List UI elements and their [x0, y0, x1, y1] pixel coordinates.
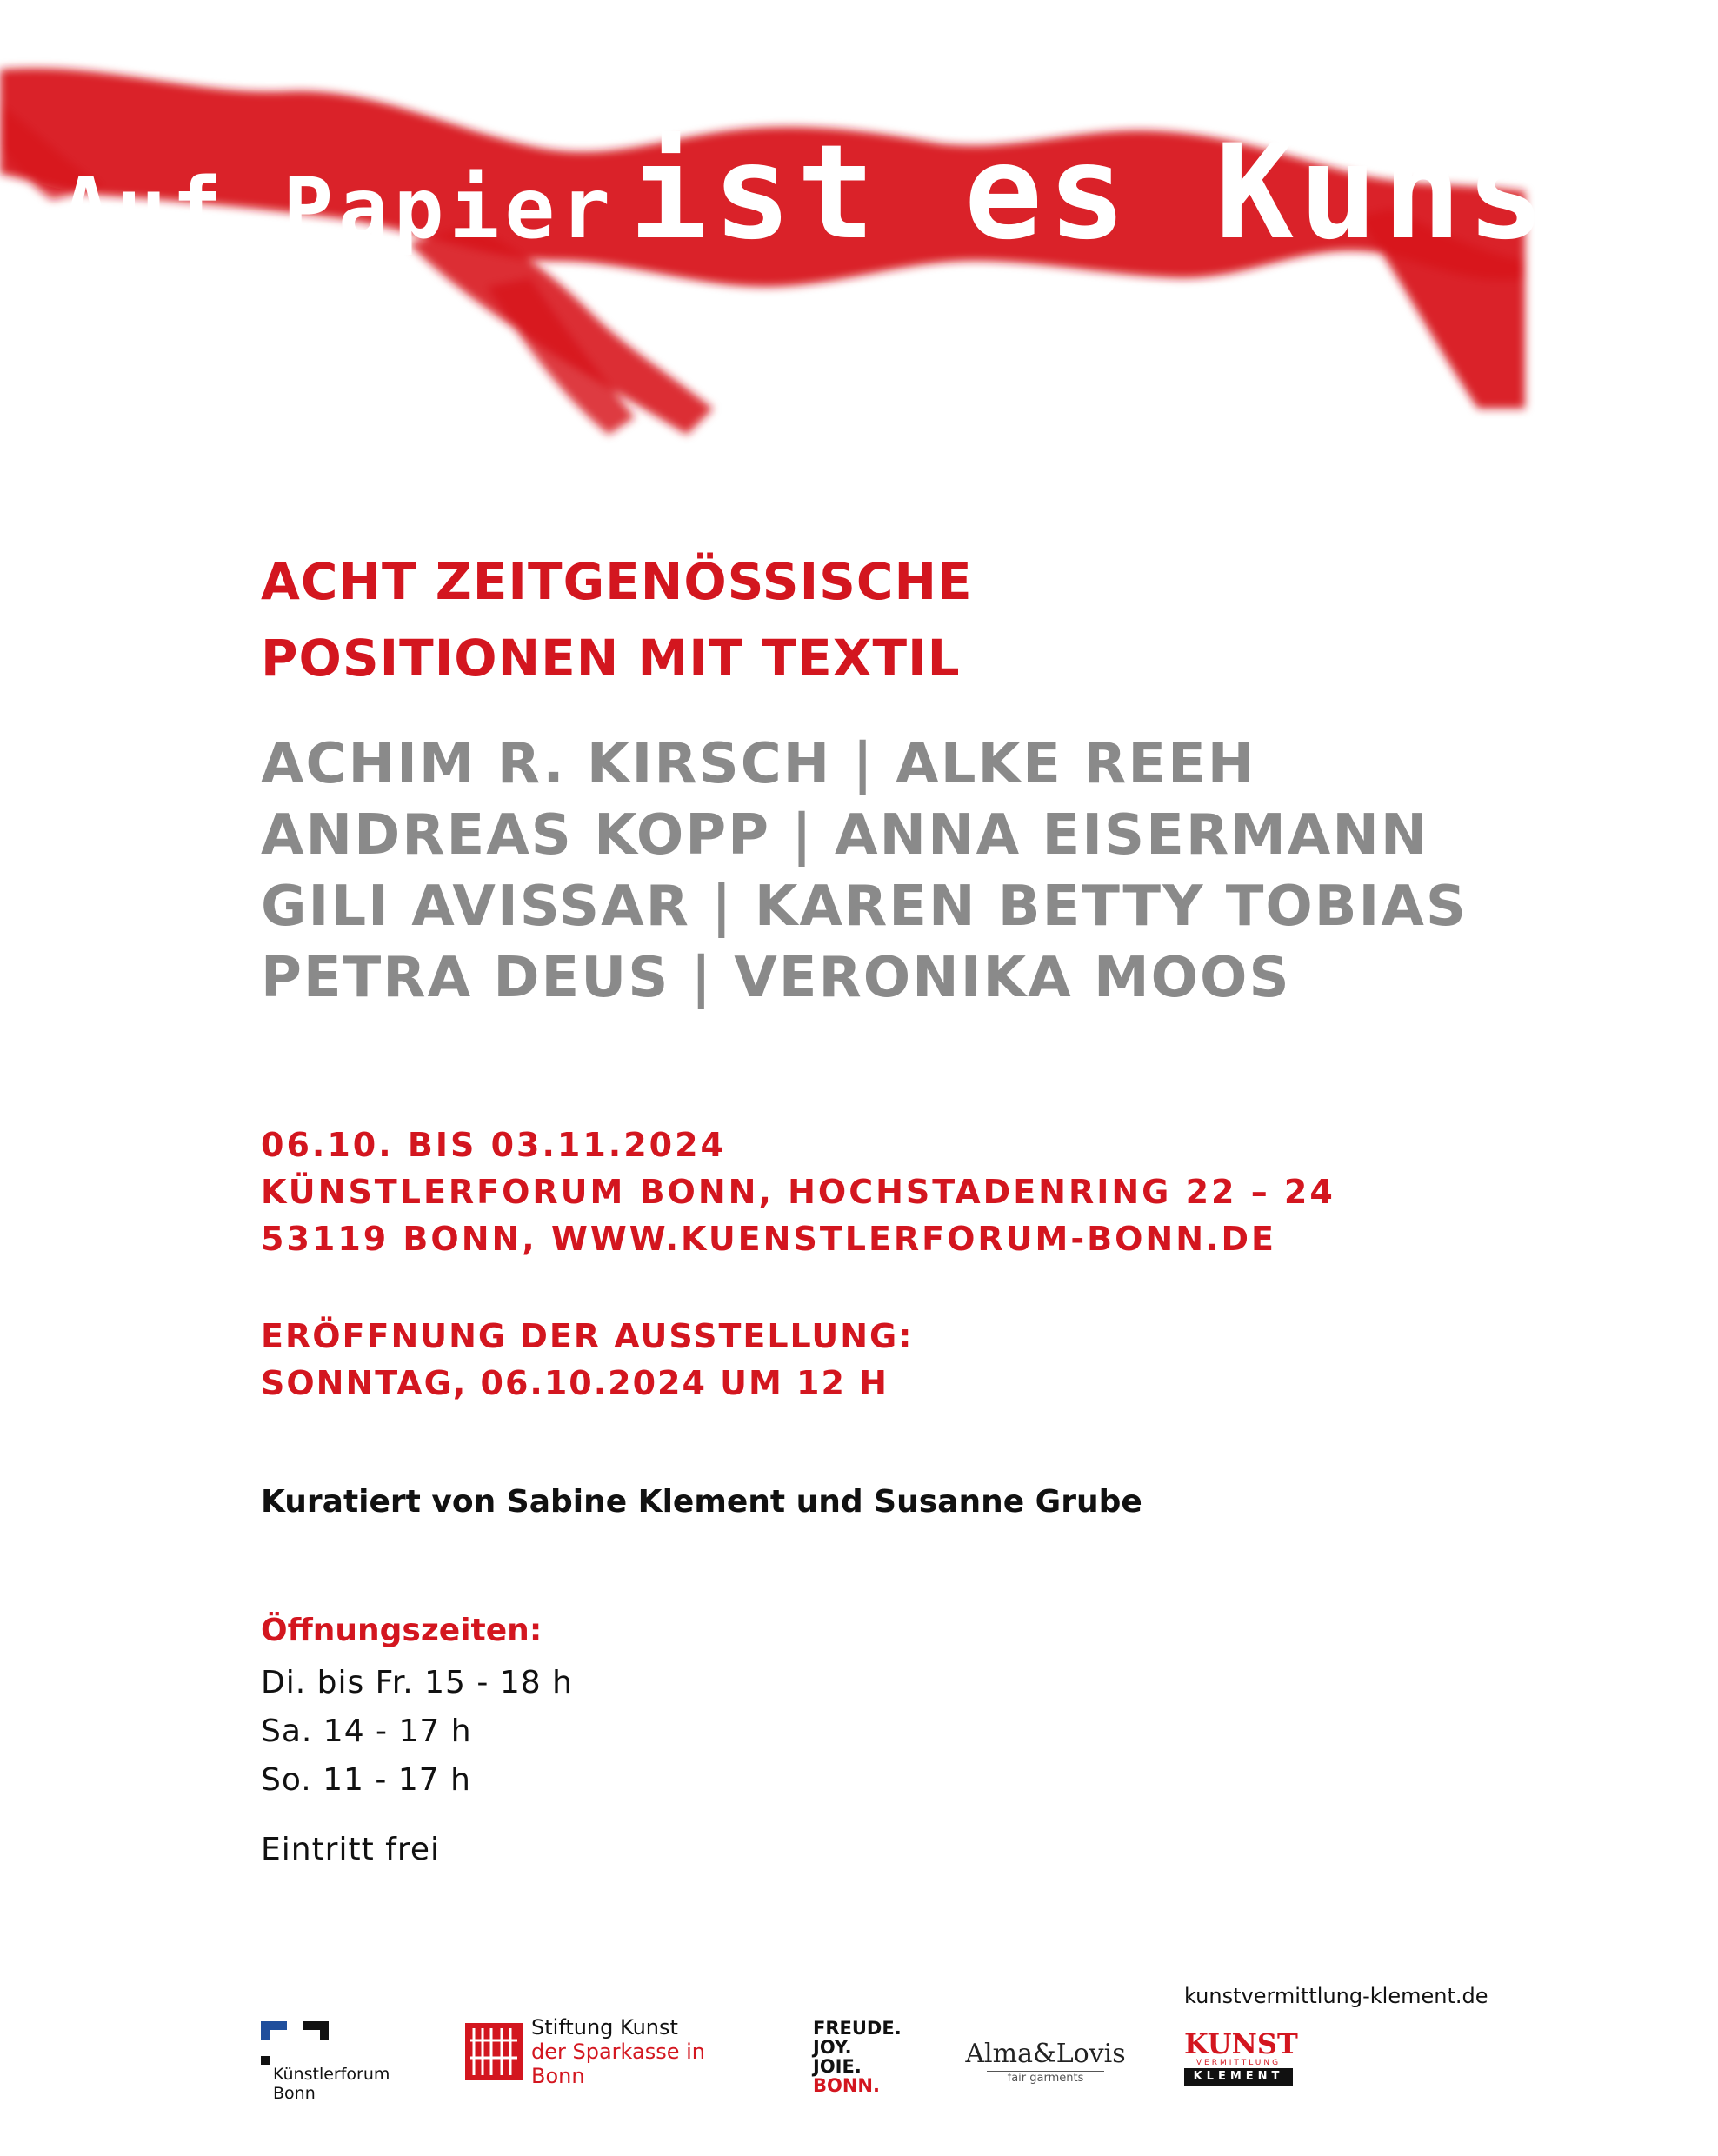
opening-date: SONNTAG, 06.10.2024 UM 12 H — [261, 1364, 889, 1402]
kuenstlerforum-mark-icon — [261, 2021, 330, 2065]
stiftung-kunst-logo — [465, 2015, 743, 2088]
stiftung-name: Stiftung Kunst — [531, 2015, 678, 2040]
klement-word: KLEMENT — [1184, 2068, 1293, 2086]
kunst-vermittlung-klement-logo — [1184, 2027, 1298, 2086]
alma-lovis-logo — [961, 2039, 1130, 2085]
artist-line: GILI AVISSAR | KAREN BETTY TOBIAS — [261, 875, 1468, 939]
venue-line: KÜNSTLERFORUM BONN, HOCHSTADENRING 22 – 24 — [261, 1173, 1335, 1211]
poster-title — [61, 117, 1718, 269]
entry-info: Eintritt frei — [261, 1832, 440, 1867]
kuenstlerforum-logo — [261, 2021, 400, 2117]
kunst-word: KUNST — [1184, 2027, 1298, 2060]
artist-line: PETRA DEUS | VERONIKA MOOS — [261, 946, 1291, 1010]
exhibition-info — [261, 1121, 1478, 1262]
footer-website: kunstvermittlung-klement.de — [1184, 1984, 1488, 2008]
opening-label: ERÖFFNUNG DER AUSSTELLUNG: — [261, 1317, 914, 1355]
kuenstlerforum-city: Bonn — [273, 2084, 316, 2103]
artist-line: ACHIM R. KIRSCH | ALKE REEH — [261, 732, 1256, 796]
kuenstlerforum-name: Künstlerforum — [273, 2065, 390, 2084]
title-part-1: Auf Papier — [61, 160, 616, 257]
subtitle-line-1: ACHT ZEITGENÖSSISCHE — [261, 552, 973, 611]
opening-hours-heading: Öffnungszeiten: — [261, 1613, 543, 1648]
alma-lovis-tagline: fair garments — [987, 2071, 1104, 2085]
vermittlung-word: VERMITTLUNG — [1195, 2059, 1282, 2067]
freude-line: JOIE. — [813, 2056, 862, 2077]
opening-hours-list — [261, 1659, 1478, 1805]
opening-info — [261, 1313, 1478, 1407]
address-line: 53119 BONN, WWW.KUENSTLERFORUM-BONN.DE — [261, 1220, 1276, 1258]
title-part-2: ist es Kunst. — [629, 117, 1718, 269]
alma-lovis-name: Alma&Lovis — [965, 2039, 1126, 2069]
freude-line: BONN. — [813, 2075, 880, 2096]
freude-joy-joie-bonn-logo — [813, 2019, 902, 2095]
curator-credit: Kuratiert von Sabine Klement und Susanne Grube — [261, 1484, 1142, 1520]
stiftung-subtitle: der Sparkasse in Bonn — [531, 2040, 706, 2088]
exhibition-dates: 06.10. BIS 03.11.2024 — [261, 1126, 726, 1164]
artist-line: ANDREAS KOPP | ANNA EISERMANN — [261, 803, 1429, 868]
freude-line: JOY. — [813, 2037, 852, 2058]
sparkasse-mark-icon — [465, 2023, 523, 2080]
freude-line: FREUDE. — [813, 2018, 902, 2039]
subtitle-line-2: POSITIONEN MIT TEXTIL — [261, 629, 961, 688]
hero-yarn-image — [0, 0, 1718, 522]
hours-line: Di. bis Fr. 15 - 18 h — [261, 1665, 573, 1700]
artist-list — [261, 729, 1478, 1014]
hours-line: So. 11 - 17 h — [261, 1762, 471, 1798]
exhibition-subtitle — [261, 543, 1478, 696]
hours-line: Sa. 14 - 17 h — [261, 1713, 472, 1749]
